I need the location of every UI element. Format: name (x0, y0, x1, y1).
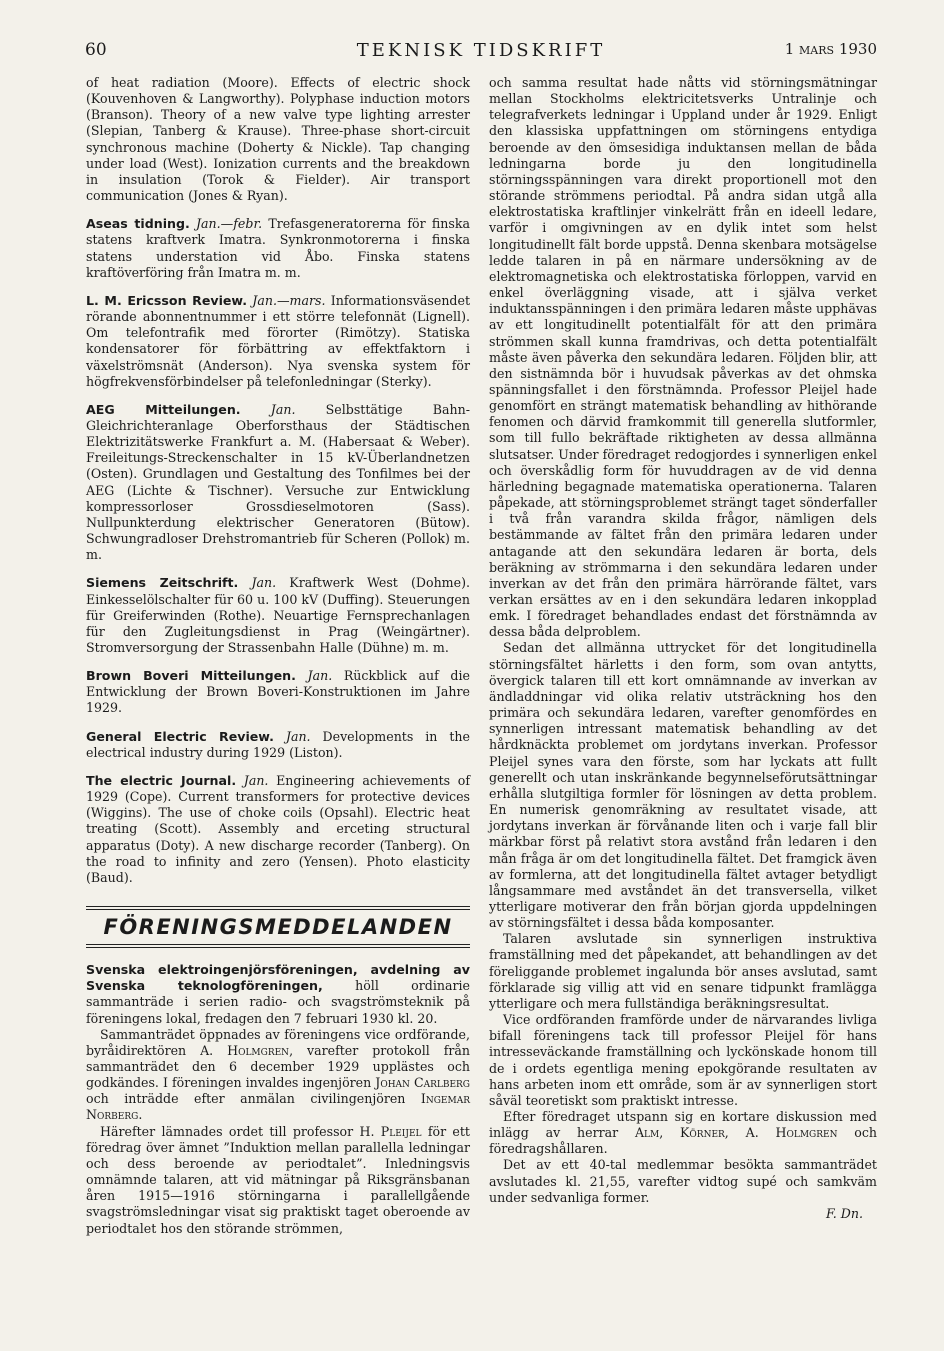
text-run: Sammanträdet öppnades av föreningens vice ordförande, byråidirektören A. (86, 1026, 470, 1058)
review-title: General Electric Review. (86, 728, 274, 744)
review-text: Developments in the electrical industry during 1929 (Liston). (86, 728, 470, 760)
journal-title: TEKNISK TIDSKRIFT (356, 40, 606, 61)
review-text: Informationsväsendet rörande abonnentnummer i ett större telefonnät (Lignell). Om telefontrafik med förorter (Rimötzy). Statiska kondensatorer för förbättring av effektfaktorn i växelströmsnät (Anderson). Nya svenska system för högfrekvensförbindelser på telefonledningar (Sterky). (86, 292, 471, 389)
review-entry (86, 293, 470, 390)
review-entry (86, 402, 470, 564)
meeting-paragraph (86, 1027, 470, 1124)
left-column (86, 75, 470, 1237)
page-number: 60 (85, 40, 107, 60)
review-text: Rückblick auf die Entwicklung der Brown Boveri-Konstruktionen im Jahre 1929. (86, 668, 470, 716)
text-run: , varefter protokoll från sammanträdet den 6 december 1929 upplästes och godkändes. I föreningen invaldes ingenjören (86, 1042, 470, 1091)
person-name: Alm, Körner, A. Holmgren (634, 1125, 838, 1141)
text-run: Härefter lämnades ordet till professor H. (100, 1123, 381, 1139)
person-name: Johan Carlberg (375, 1075, 470, 1091)
person-name: Pleijel (380, 1123, 422, 1139)
person-name: Ingemar Norberg (86, 1091, 470, 1123)
section-banner (86, 906, 470, 948)
text-run: och inträdde efter anmälan civilingenjören (86, 1091, 421, 1107)
review-entry (86, 216, 470, 281)
person-name: Holmgren (227, 1042, 290, 1058)
review-entry (86, 729, 470, 761)
report-paragraph: och samma resultat hade nåtts vid störningsmätningar mellan Stockholms elektricitetsverks Untralinje och telegrafverkets ledningar i Uppland under år 1929. Enligt den klassiska uppfattningen om störningens entydiga beroende av den ömsesidiga induktansen mellan de båda ledningarna borde ju den longitudinella störningsspänningen vara direkt proportionell mot den störande strömmens periodtal. På andra sidan utgå alla elektrostatiska kraftlinjer vinkelrätt från en ideell ledare, varför i omgivningen av en dylik intet som helst longitudinellt fält borde uppstå. Denna skenbara motsägelse ledde talaren in på en närmare undersökning av de elektromagnetiska och elektrostatiska förloppen, varvid en enkel överläggning visade, att i själva verket induktansspänningen i den primära ledaren måste upphävas av ett longitudinellt potentialfält för att den primära strömmen skall kunna framdrivas, och detta potentialfält måste även påverka den sekundära ledaren. Följden blir, att den sistnämnda bör i huvudsak påverkas av det ohmska spänningsfallet i den förstnämnda. Professor Pleijel hade genomfört en strängt matematisk behandling av hithörande fenomen och därvid framkommit till generella slutformler, som till fullo bekräftade riktigheten av dessa allmänna slutsatser. Under föredraget redogjordes i synnerligen enkel och överskådlig form för huvuddragen av de vid denna härledning begagnade matematiska operationerna. Talaren påpekade, att störningsproblemet strängt taget sönderfaller i två från varandra skilda frågor, nämligen dels bestämmande av fältet från den primära ledaren under antagande att den sekundära ledaren är borta, dels beräkning av strömmarna i den sekundära ledaren under inverkan av det från den primära härrörande fältet, vars verkan ersättes av en i den sekundära ledaren inkopplad emk. I föredraget behandlades endast det förstnämnda av dessa båda delproblem. (489, 75, 877, 640)
review-issue: Jan.—febr. (196, 216, 263, 232)
issue-date: 1 mars 1930 (784, 40, 877, 58)
report-paragraph: Sedan det allmänna uttrycket för det longitudinella störningsfältet härletts i den form, som ovan antytts, övergick talaren till ett kort omnämnande av inverkan av ändladdningar vid olika relativ utsträckning hos den primära och sekundära ledaren, varefter genomfördes en synnerligen intressant matematisk behandling av det hårdknäckta problemet om jordytans inverkan. Professor Pleijel synes vara den förste, som har lyckats att fullt generellt och utan inskränkande begynnelseförutsättningar erhålla slutgiltiga formler för lösningen av detta problem. En numerisk genomräkning av resultatet visade, att jordytans inverkan är förvånande liten och i varje fall blir märkbar först på relativt stora avstånd från ledaren i den mån fråga är om det longitudinella fältet. Det framgick även av formlerna, att det longitudinella fältet avtager betydligt långsammare med avståndet än det transversella, vilket ytterligare motiverar den från början gjorda uppdelningen av störningsfältet i dessa båda komposanter. (489, 640, 877, 931)
report-paragraph (489, 1109, 877, 1157)
review-title: Aseas tidning. (86, 216, 190, 232)
text-run: . (138, 1107, 143, 1123)
report-paragraph: Talaren avslutade sin synnerligen instruktiva framställning med det påpekandet, att behandlingen av det föreliggande problemet ingalunda bör anses avslutad, samt förklarade sig villig att vid en senare tidpunkt framlägga ytterligare och mera fullständiga beräkningsresultat. (489, 931, 877, 1011)
review-issue: Jan. (285, 728, 311, 744)
review-title: Siemens Zeitschrift. (86, 575, 239, 591)
review-issue: Jan. (270, 401, 296, 417)
review-title: The electric Journal. (86, 772, 237, 788)
section-banner-title: FÖRENINGSMEDDELANDEN (103, 915, 453, 940)
review-text: Trefasgeneratorerna för finska statens kraftverk Imatra. Synkronmotorerna i finska statens understation vid Åbo. Finska statens kraftöverföring från Imatra m. m. (86, 216, 470, 280)
review-text: Kraftwerk West (Dohme). Einkesselölschalter für 60 u. 100 kV (Duffing). Steuerungen für Greiferwinden (Rothe). Neuartige Fernsprechanlagen für den Zugleitungsdienst in Prag (Weingärtner). Stromversorgung der Strassenbahn Halle (Dühne) m. m. (86, 575, 470, 655)
review-title: L. M. Ericsson Review. (86, 292, 248, 308)
review-issue: Jan. (243, 772, 269, 788)
review-issue: Jan. (251, 575, 277, 591)
text-run: och föredragshållaren. (489, 1125, 877, 1157)
review-intro: of heat radiation (Moore). Effects of electric shock (Kouvenhoven & Langworthy). Polyphase induction motors (Branson). Theory of a new valve type lighting arrester (Slepian, Tanberg & Krause). Three-phase short-circuit synchronous machine (Doherty & Nickle). Tap changing under load (West). Ionization currents and the breakdown in insulation (Torok & Fielder). Air transport communication (Jones & Ryan). (86, 75, 470, 204)
review-issue: Jan.—mars. (252, 292, 326, 308)
meeting-paragraph (86, 1124, 470, 1237)
review-entry (86, 773, 470, 886)
meeting-lead: Svenska elektroingenjörsföreningen, avdelning av Svenska teknologföreningen, (86, 962, 470, 994)
review-entry (86, 575, 470, 656)
report-paragraph: Det av ett 40-tal medlemmar besökta sammanträdet avslutades kl. 21,55, varefter vidtog supé och samkväm under sedvanliga former. (489, 1157, 877, 1205)
review-entry (86, 668, 470, 716)
signature: F. Dn. (826, 1205, 863, 1221)
review-text: Selbsttätige Bahn-Gleichrichteranlage Oberforsthaus der Städtischen Elektrizitätswerke Frankfurt a. M. (Habersaat & Weber). Freileitungs-Streckenschalter in 15 kV-Überlandnetzen (Osten). Grundlagen und Gestaltung des Tonfilmes bei der AEG (Lichte & Tischner). Versuche zur Entwicklung kompressorloser Grossdieselmotoren (Sass). Nullpunkterdung elektrischer Generatoren (Bütow). Schwungradloser Drehstromantrieb für Scheren (Pollok) m. m. (86, 401, 470, 563)
page-header (85, 40, 877, 64)
review-text: Engineering achievements of 1929 (Cope). Current transformers for protective devices (Wiggins). The use of choke coils (Opsahl). Electric heat treating (Scott). Assembly and erceting structural apparatus (Doty). A new discharge recorder (Tanberg). On the road to infinity and zero (Yensen). Photo elasticity (Baud). (86, 772, 471, 885)
text-run: Efter föredraget utspann sig en kortare diskussion med inlägg av herrar (489, 1109, 877, 1141)
right-column (489, 75, 877, 1222)
meeting-text: höll ordinarie sammanträde i serien radio- och svagströmsteknik på föreningens lokal, fredagen den 7 februari 1930 kl. 20. (86, 978, 470, 1026)
report-paragraph: Vice ordföranden framförde under de närvarandes livliga bifall föreningens tack till professor Pleijel för hans intresseväckande framställning och lyckönskade honom till de i ordets egentliga mening epokgörande resultaten av hans arbeten inom ett område, som är av synnerligen stort såväl teoretiskt som praktiskt intresse. (489, 1012, 877, 1108)
text-run: för ett föredrag över ämnet ”Induktion mellan parallella ledningar och dess beroende av periodtalet”. Inledningsvis omnämnde talaren, att vid mätningar på Riksgränsbanan åren 1915—1916 störningarna i parallellgående svagströmsledningar visat sig praktiskt taget oberoende av periodtalet hos den störande strömmen, (86, 1123, 470, 1236)
review-title: AEG Mitteilungen. (86, 401, 241, 417)
meeting-intro (86, 962, 470, 1027)
review-issue: Jan. (307, 668, 333, 684)
review-title: Brown Boveri Mitteilungen. (86, 668, 296, 684)
